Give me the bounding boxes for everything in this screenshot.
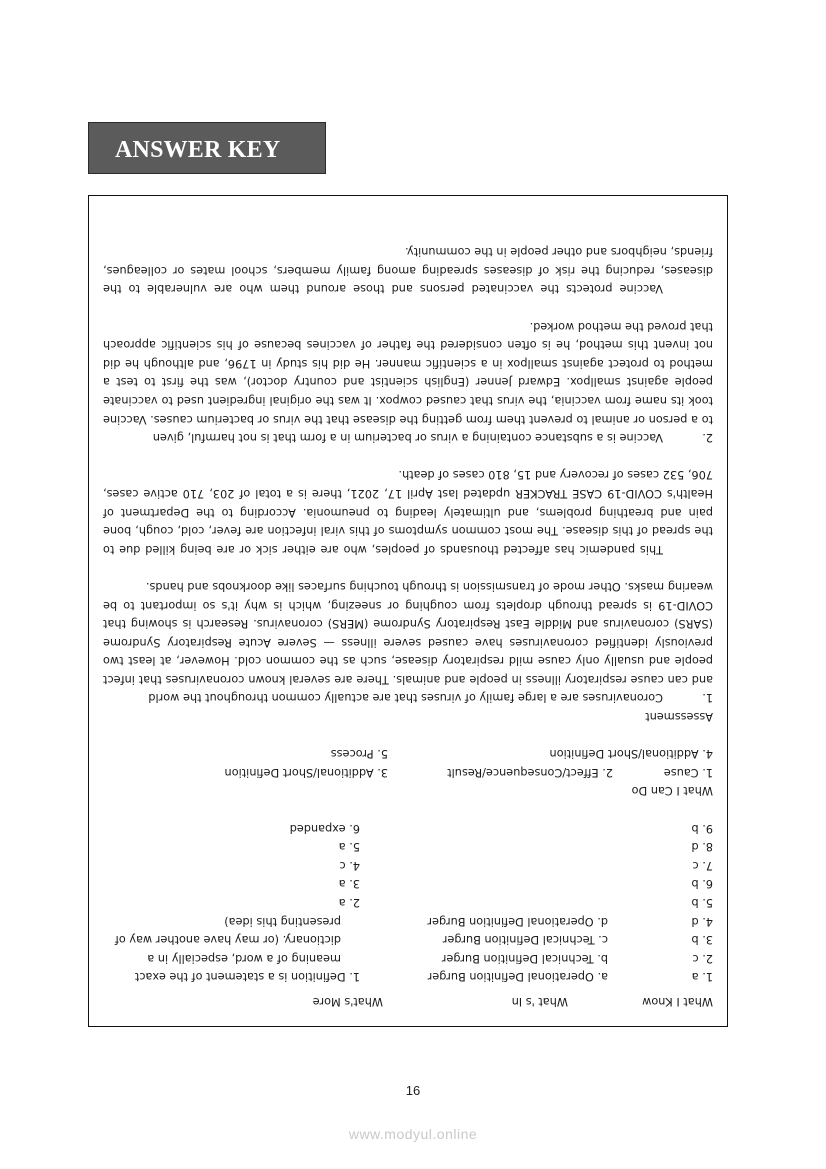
assessment-paragraph: Vaccine protects the vaccinated persons and those around them who are vulnerable to the diseases, reducing the risk of diseases spreading among family members, school mates or colleagues, friends, neighbors and other people in the community. xyxy=(103,245,713,296)
what-i-know-answer: 7. c xyxy=(692,858,713,872)
whats-in-heading: What 's In xyxy=(511,995,568,1008)
section-headings-row xyxy=(103,991,713,1010)
whats-more-line: 6. expanded xyxy=(289,821,360,835)
answer-row xyxy=(103,911,713,930)
answer-key-frame xyxy=(88,195,728,1027)
what-i-can-do-item: 3. Additional/Short Definition xyxy=(224,765,388,779)
answer-content xyxy=(103,242,713,1010)
answer-row xyxy=(103,930,713,949)
whats-more-line: 4. c xyxy=(339,858,360,872)
assessment-paragraph: and can cause respiratory illness in people and animals. There are several known coronaviruses that infect people and usually only cause mild respiratory disease, such as the common cold. However, at least two previously identified coronaviruses have caused severe illness — Severe Acute Respiratory Syndrome (SARS) coronavirus and Middle East Respiratory Syndrome (MERS) coronavirus. Research is showing that COVID-19 is spread through droplets from coughing or sneezing, which is why it's so important to be wearing masks. Other mode of transmission is through touching surfaces like doorknobs and hands. xyxy=(103,579,713,686)
what-i-know-answer: 3. b xyxy=(691,933,713,947)
answer-key-title: ANSWER KEY xyxy=(115,137,281,163)
whats-more-line: meaning of a word, especially in a xyxy=(147,951,341,965)
assessment-item-first-line xyxy=(103,428,713,447)
assessment-paragraph: This pandemic has affected thousands of peoples, who are either sick or are being killed due to the spread of this disease. The most common symptoms of this viral infection are fever, cold, cough, bone pain and breathing problems, and ultimately leading to pneumonia. According to the Department of Health's COVID-19 CASE TRACKER updated last April 17, 2021, there is a total of 203, 710 active cases, 706, 532 cases of recovery and 15, 810 cases of death. xyxy=(103,468,713,556)
whats-more-heading: What's More xyxy=(312,995,383,1008)
assessment-item-number: 1. xyxy=(702,691,713,705)
assessment-item-first-line xyxy=(103,688,713,707)
answer-row xyxy=(103,855,713,874)
whats-in-line: b. Technical Definition Burger xyxy=(441,951,608,965)
page-number: 16 xyxy=(405,1083,421,1098)
whats-more-line: 1. Definition is a statement of the exact xyxy=(134,970,360,984)
what-i-know-answer: 4. d xyxy=(691,914,713,928)
whats-more-line: 2. a xyxy=(338,896,360,910)
spacer xyxy=(103,297,713,316)
spacer xyxy=(103,446,713,465)
rotated-answer-content xyxy=(89,196,727,1026)
whats-in-line: c. Technical Definition Burger xyxy=(442,933,608,947)
answer-row xyxy=(103,818,713,837)
whats-more-line: dictionary. (or may have another way of xyxy=(114,933,341,947)
what-i-can-do-heading: What I Can Do xyxy=(631,784,713,798)
whats-in-line: d. Operational Definition Burger xyxy=(427,914,608,928)
what-i-can-do-row xyxy=(103,762,713,781)
spacer xyxy=(103,799,713,818)
whats-more-line: presenting this idea) xyxy=(224,914,341,928)
assessment-item-text: Coronaviruses are a large family of viruses that are actually common throughout the world xyxy=(148,691,663,705)
what-i-know-answer: 1. a xyxy=(691,970,713,984)
spacer xyxy=(103,725,713,744)
answer-row xyxy=(103,948,713,967)
assessment-paragraph: to a person or animal to prevent them from getting the disease that the virus or bacterium causes. Vaccine took its name from vaccinia, the virus that caused cowpox. It was the original ingredient used to vaccinate people against smallpox. Edward Jenner (English scientist and country doctor), was the first to test a method to protect against smallpox in a scientific manner. He did his study in 1796, and although he did not invent this method, he is often considered the father of vaccines because of his scientific approach that proved the method worked. xyxy=(103,319,713,426)
what-i-know-answer: 2. c xyxy=(692,951,713,965)
watermark: www.modyul.online xyxy=(348,1126,478,1142)
assessment-item-text: Vaccine is a substance containing a virus or bacterium in a form that is not harmful, given xyxy=(152,431,663,445)
whats-in-line: a. Operational Definition Burger xyxy=(427,970,608,984)
assessment-heading-row xyxy=(103,707,713,726)
whats-more-line: 5. a xyxy=(338,840,360,854)
answer-row xyxy=(103,837,713,856)
assessment-heading: Assessment xyxy=(645,710,713,724)
what-i-can-do-item: 5. Process xyxy=(330,747,388,761)
what-i-know-answer: 5. b xyxy=(691,896,713,910)
whats-more-line: 3. a xyxy=(338,877,360,891)
answer-row xyxy=(103,967,713,986)
what-i-can-do-item: 4. Additional/Short Definition xyxy=(549,747,713,761)
what-i-can-do-heading-row xyxy=(103,781,713,800)
answer-row xyxy=(103,892,713,911)
answer-row xyxy=(103,874,713,893)
what-i-know-answer: 9. b xyxy=(691,821,713,835)
spacer xyxy=(103,558,713,577)
answer-key-banner xyxy=(88,122,326,174)
spacer xyxy=(103,985,713,991)
what-i-know-answer: 8. d xyxy=(691,840,713,854)
what-i-can-do-item: 2. Effect/Consequence/Result xyxy=(447,765,613,779)
what-i-can-do-item: 1. Cause xyxy=(663,765,713,779)
what-i-can-do-row xyxy=(103,744,713,763)
assessment-item-number: 2. xyxy=(702,431,713,445)
what-i-know-answer: 6. b xyxy=(691,877,713,891)
what-i-know-heading: What I Know xyxy=(642,995,713,1008)
